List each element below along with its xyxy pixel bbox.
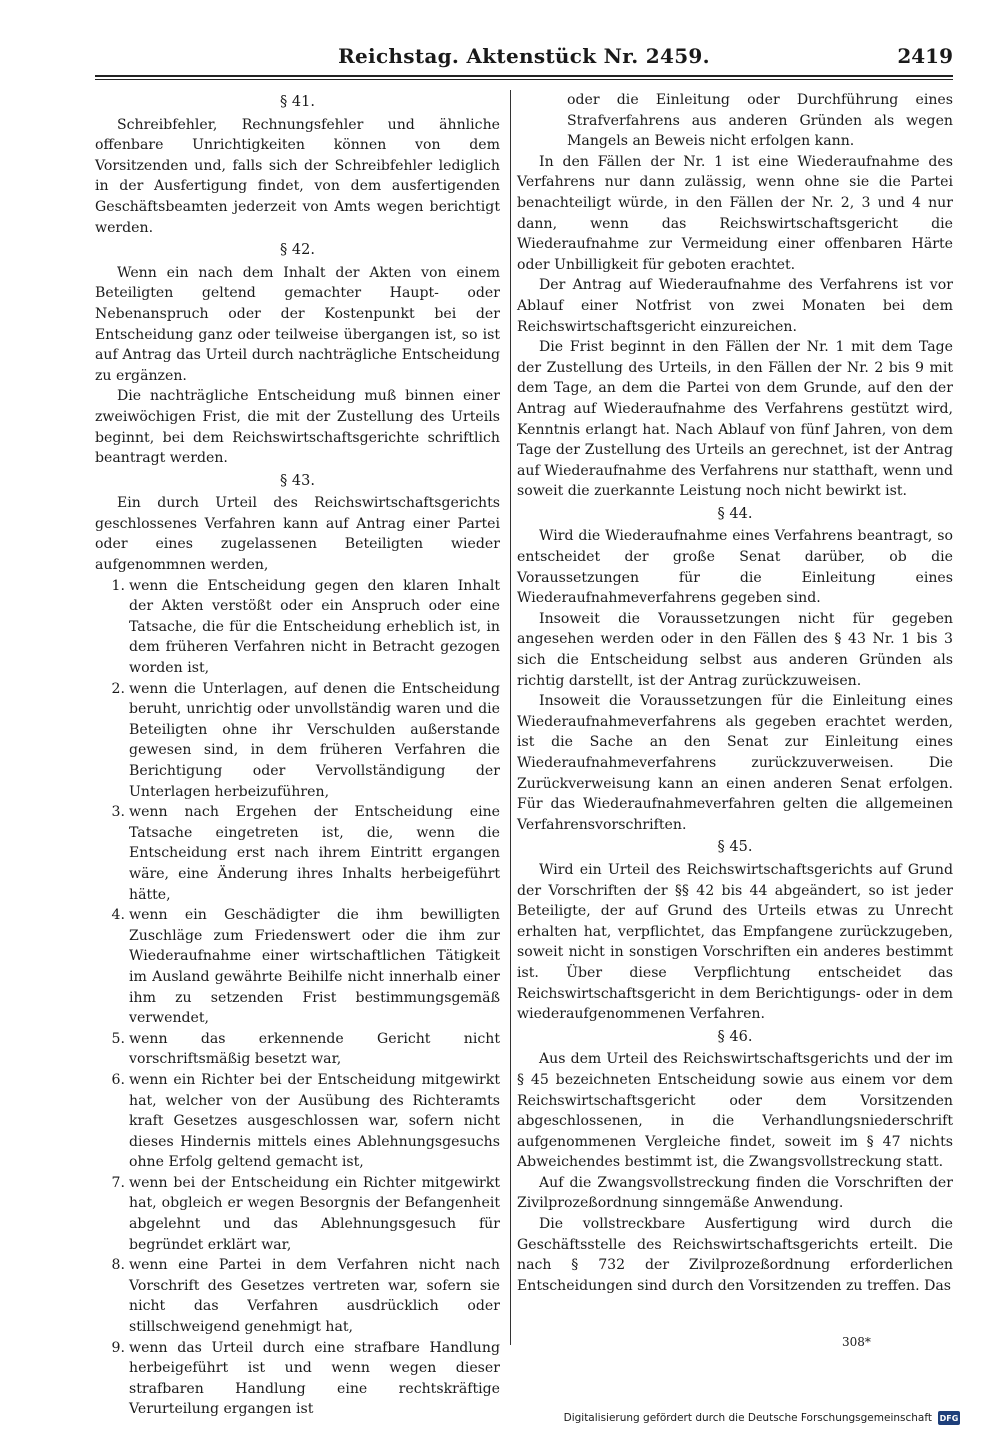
section-46-paragraph-2: Auf die Zwangsvollstreckung finden die Vorschriften der Zivilprozeßordnung sinngemäße Anwendung. <box>517 1174 953 1212</box>
list-item-text: wenn die Entscheidung gegen den klaren Inhalt der Akten verstößt oder ein Anspruch oder eine Tatsache, die für die Entscheidung erheblich ist, in dem früheren Verfahren nicht in Betracht gezogen worden ist, <box>129 577 500 677</box>
list-item <box>95 802 500 905</box>
section-44-paragraph-1: Wird die Wiederaufnahme eines Verfahrens beantragt, so entscheidet der große Senat darüber, ob die Voraussetzungen für die Einleitung eines Wiederaufnahmeverfahrens gegeben sind. <box>517 528 953 607</box>
section-heading-43: § 43. <box>280 472 315 489</box>
section-43-paragraph-1: In den Fällen der Nr. 1 ist eine Wiederaufnahme des Verfahrens nur dann zulässig, wenn ohne sie die Partei benachteiligt würde, in den Fällen der Nr. 2, 3 und 4 nur dann, wenn das Reichswirtschaftsgericht die Wiederaufnahme zur Vermeidung einer offenbaren Härte oder Unbilligkeit für geboten erachtet. <box>517 153 953 273</box>
list-item-number: 5. <box>111 1030 125 1047</box>
section-42-paragraph-2: Die nachträgliche Entscheidung muß binnen einer zweiwöchigen Frist, die mit der Zustellung des Urteils beginnt, bei dem Reichswirtschaftsgerichte schriftlich beantragt werden. <box>95 388 500 467</box>
section-43-paragraph-2: Der Antrag auf Wiederaufnahme des Verfahrens ist vor Ablauf einer Notfrist von zwei Monaten bei dem Reichswirtschaftsgericht einzureichen. <box>517 277 953 335</box>
header-rule-thin <box>95 79 953 80</box>
left-column <box>95 90 500 1420</box>
list-item <box>95 905 500 1029</box>
list-item-text: wenn ein Richter bei der Entscheidung mitgewirkt hat, welcher von der Ausübung des Richteramts kraft Gesetzes ausgeschlossen war, sofern nicht dieses Hindernis mittels eines Ablehnungsgesuchs ohne Erfolg geltend gemacht ist, <box>129 1071 500 1171</box>
list-item <box>95 679 500 803</box>
list-item-number: 4. <box>111 907 125 924</box>
section-45-paragraph-1: Wird ein Urteil des Reichswirtschaftsgerichts auf Grund der Vorschriften der §§ 42 bis 44 abgeändert, so ist jeder Beteiligte, der auf Grund des Urteils etwas zu Unrecht erhalten hat, verpflichtet, das Empfangene zurückzugeben, soweit nicht in sonstigen Vorschriften ein anderes bestimmt ist. Über diese Verpflichtung entscheidet das Reichswirtschaftsgericht in dem Berichtigungs- oder in dem wiederaufgenommenen Verfahren. <box>517 861 953 1023</box>
section-heading-41: § 41. <box>280 94 315 110</box>
list-item <box>95 1029 500 1070</box>
section-heading-42: § 42. <box>280 242 315 259</box>
section-41-text: Schreibfehler, Rechnungsfehler und ähnliche offenbare Unrichtigkeiten können von dem Vorsitzenden und, falls sich der Schreibfehler lediglich in der Ausfertigung findet, von dem ausfertigenden Geschäftsbeamten jederzeit von Amts wegen berichtigt werden. <box>95 116 500 236</box>
list-item-number: 3. <box>111 804 125 821</box>
list-item <box>95 1173 500 1255</box>
list-item <box>95 576 500 679</box>
page-header <box>95 44 953 74</box>
right-column <box>517 90 953 1296</box>
section-heading-46: § 46. <box>717 1028 753 1045</box>
signature-mark: 308* <box>842 1335 871 1349</box>
list-item-9-continuation: oder die Einleitung oder Durchführung eines Strafverfahrens aus anderen Gründen als wegen Mangels an Beweis nicht erfolgen kann. <box>567 92 953 150</box>
list-item-number: 7. <box>111 1174 125 1191</box>
list-item <box>95 1255 500 1337</box>
header-rule <box>95 75 953 77</box>
list-item-text: wenn das Urteil durch eine strafbare Handlung herbeigeführt ist und wenn wegen dieser strafbaren Handlung eine rechtskräftige Verurteilung ergangen ist <box>129 1339 500 1418</box>
page-number: 2419 <box>897 44 953 68</box>
section-46-paragraph-1: Aus dem Urteil des Reichswirtschaftsgerichts und der im § 45 bezeichneten Entscheidung sowie aus einem vor dem Reichswirtschaftsgericht oder dem Vorsitzenden abgeschlossenen, in die Verhandlungsniederschrift aufgenommenen Vergleiche findet, soweit im § 47 nichts Abweichendes bestimmt ist, die Zwangsvollstreckung statt. <box>517 1051 953 1171</box>
section-43-list <box>95 576 500 1420</box>
dfg-logo: DFG <box>938 1411 960 1425</box>
section-heading-45: § 45. <box>717 839 753 856</box>
list-item-number: 6. <box>111 1071 125 1088</box>
list-item-number: 8. <box>111 1257 125 1274</box>
section-42-paragraph-1: Wenn ein nach dem Inhalt der Akten von einem Beteiligten geltend gemachter Haupt- oder Nebenanspruch oder der Kostenpunkt bei der Entscheidung ganz oder teilweise übergangen ist, so ist auf Antrag das Urteil durch nachträgliche Entscheidung zu ergänzen. <box>95 264 500 384</box>
digitization-credit <box>564 1411 960 1425</box>
credit-text: Digitalisierung gefördert durch die Deutsche Forschungsgemeinschaft <box>563 1412 932 1424</box>
header-title: Reichstag. Aktenstück Nr. 2459. <box>338 44 710 68</box>
section-44-paragraph-2: Insoweit die Voraussetzungen nicht für gegeben angesehen werden oder in den Fällen des § 43 Nr. 1 bis 3 sich die Entscheidung selbst aus anderen Gründen als richtig darstellt, ist der Antrag zurückzuweisen. <box>517 610 953 689</box>
section-43-paragraph-3: Die Frist beginnt in den Fällen der Nr. 1 mit dem Tage der Zustellung des Urteils, in den Fällen der Nr. 2 bis 9 mit dem Tage, an dem die Partei von dem Grunde, auf den der Antrag auf Wiederaufnahme des Verfahrens gestützt wird, Kenntnis erlangt hat. Nach Ablauf von fünf Jahren, von dem Tage der Zustellung des Urteils an gerechnet, ist der Antrag auf Wiederaufnahme des Verfahrens nur statthaft, wenn und soweit die zuerkannte Leistung noch nicht bewirkt ist. <box>517 339 953 500</box>
column-divider <box>510 90 511 1345</box>
list-item-text: wenn das erkennende Gericht nicht vorschriftsmäßig besetzt war, <box>129 1030 500 1068</box>
section-43-intro: Ein durch Urteil des Reichswirtschaftsgerichts geschlossenes Verfahren kann auf Antrag einer Partei oder eines zugelassenen Beteiligten wieder aufgenommnen werden, <box>95 495 500 574</box>
list-item-text: wenn die Unterlagen, auf denen die Entscheidung beruht, unrichtig oder unvollständig waren und die Beteiligten ohne ihr Verschulden außerstande gewesen sind, in dem früheren Verfahren die Berichtigung oder Vervollständigung der Unterlagen herbeizuführen, <box>129 680 500 800</box>
list-item-number: 2. <box>111 680 125 697</box>
list-item-text: wenn bei der Entscheidung ein Richter mitgewirkt hat, obgleich er wegen Besorgnis der Befangenheit abgelehnt und das Ablehnungsgesuch für begründet erklärt war, <box>129 1174 500 1253</box>
list-item-text: wenn ein Geschädigter die ihm bewilligten Zuschläge zum Friedenswert oder die ihm zur Wiederaufnahme einer wirtschaftlichen Tätigkeit im Ausland gewährte Beihilfe nicht innerhalb einer ihm zu setzenden Frist bestimmungsgemäß verwendet, <box>129 907 500 1027</box>
section-44-paragraph-3: Insoweit die Voraussetzungen für die Einleitung eines Wiederaufnahmeverfahrens als gegeben erachtet werden, ist die Sache an den Senat zur Einleitung eines Wiederaufnahmeverfahrens zurückzuverweisen. Die Zurückverweisung kann an einen anderen Senat erfolgen. Für das Wiederaufnahmeverfahren gelten die allgemeinen Verfahrensvorschriften. <box>517 693 953 833</box>
section-46-paragraph-3: Die vollstreckbare Ausfertigung wird durch die Geschäftsstelle des Reichswirtschaftsgerichts erteilt. Die nach § 732 der Zivilprozeßordnung erforderlichen Entscheidungen sind durch den Vorsitzenden zu treffen. Das <box>517 1216 953 1294</box>
list-item-text: wenn nach Ergehen der Entscheidung eine Tatsache eingetreten ist, die, wenn die Entscheidung erst nach ihrem Eintritt ergangen wäre, eine Änderung ihres Inhalts herbeigeführt hätte, <box>129 804 500 903</box>
list-item-text: wenn eine Partei in dem Verfahren nicht nach Vorschrift des Gesetzes vertreten war, sofern sie nicht das Verfahren ausdrücklich oder stillschweigend genehmigt hat, <box>129 1257 500 1336</box>
list-item <box>95 1338 500 1420</box>
list-item-number: 1. <box>111 577 125 594</box>
list-item <box>95 1070 500 1173</box>
section-heading-44: § 44. <box>717 505 753 522</box>
list-item-number: 9. <box>111 1339 125 1356</box>
